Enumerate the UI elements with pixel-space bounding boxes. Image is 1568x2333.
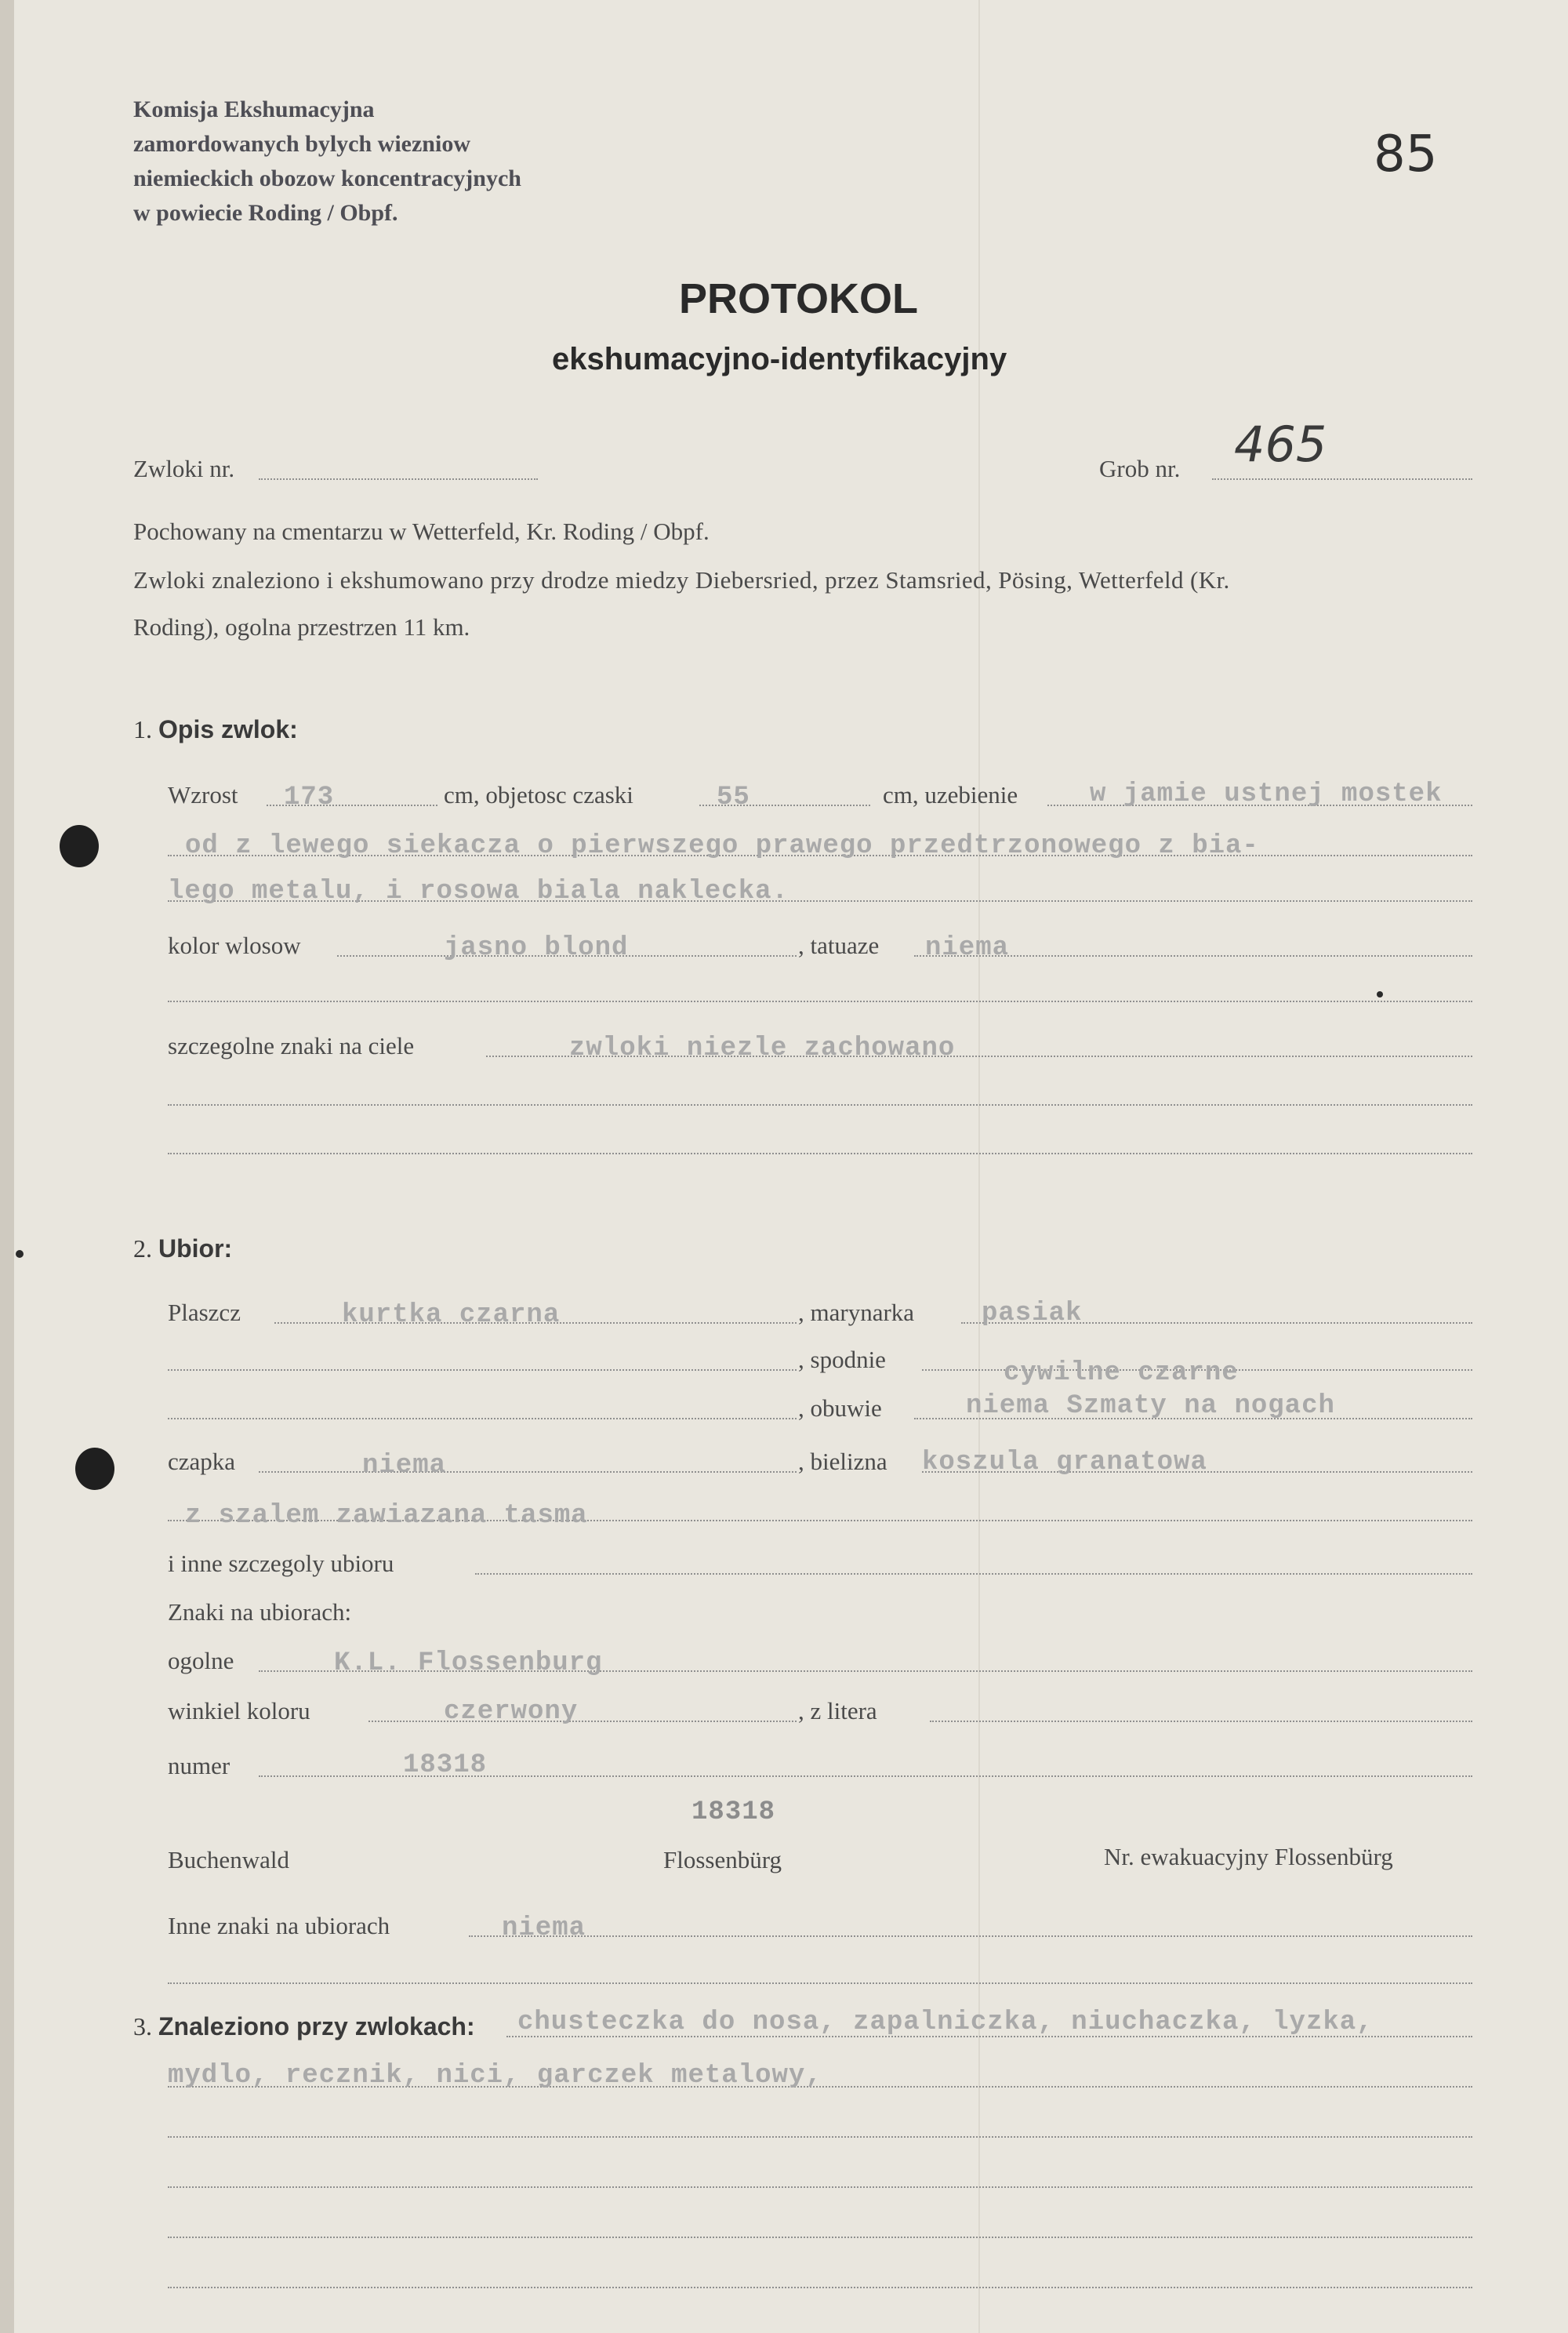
cm-objetosc-label: cm, objetosc czaski	[444, 781, 633, 809]
czapka-line	[259, 1471, 797, 1473]
tatuaze-label: , tatuaze	[798, 932, 880, 959]
blank-line	[168, 1369, 797, 1371]
section-1-heading: 1. Opis zwlok:	[133, 715, 298, 743]
ewakuacyjny-label: Nr. ewakuacyjny Flossenbürg	[1104, 1843, 1393, 1870]
wzrost-label: Wzrost	[168, 781, 238, 809]
blank-line	[168, 2136, 1472, 2138]
ogolne-label: ogolne	[168, 1647, 234, 1674]
header-line-2: zamordowanych bylych wiezniow	[133, 131, 470, 157]
blank-line	[168, 2186, 1472, 2188]
section-3-heading: 3. Znaleziono przy zwlokach:	[133, 2012, 475, 2040]
header-line-3: niemieckich obozow koncentracyjnych	[133, 165, 521, 191]
punch-hole-bottom	[75, 1448, 114, 1490]
plaszcz-value: kurtka czarna	[342, 1300, 561, 1330]
obuwie-value: niema Szmaty na nogach	[966, 1391, 1335, 1421]
grob-line	[1212, 478, 1472, 480]
szczegolne-znaki-label: szczegolne znaki na ciele	[168, 1032, 415, 1059]
pochowany-text: Pochowany na cmentarzu w Wetterfeld, Kr. Roding / Obpf.	[133, 518, 710, 545]
uzebienie-value-1: w jamie ustnej mostek	[1090, 779, 1443, 809]
numer-label: numer	[168, 1752, 230, 1779]
section-2-heading: 2. Ubior:	[133, 1234, 233, 1263]
czapka-label: czapka	[168, 1448, 236, 1475]
zwloki-label: Zwloki nr.	[133, 455, 235, 482]
blank-line	[168, 1153, 1472, 1154]
winkiel-value: czerwony	[444, 1697, 579, 1727]
blank-line	[168, 1982, 1472, 1984]
marynarka-label: , marynarka	[798, 1299, 915, 1326]
grob-label: Grob nr.	[1099, 455, 1181, 482]
ink-dot	[16, 1250, 24, 1258]
page-number: 85	[1374, 125, 1438, 184]
z-litera-line	[930, 1721, 1472, 1722]
z-litera-label: , z litera	[798, 1697, 877, 1724]
grob-value: 465	[1234, 416, 1327, 473]
spodnie-value: cywilne czarne	[1004, 1358, 1239, 1388]
header-line-4: w powiecie Roding / Obpf.	[133, 200, 398, 226]
buchenwald-label: Buchenwald	[168, 1846, 289, 1873]
bielizna-value: koszula granatowa	[922, 1448, 1207, 1477]
znaki-na-ubiorach-label: Znaki na ubiorach:	[168, 1598, 352, 1626]
inne-znaki-line	[469, 1935, 1472, 1937]
numer-value-flossenburg: 18318	[691, 1797, 776, 1827]
cm-uzebienie-label: cm, uzebienie	[883, 781, 1018, 809]
wzrost-value: 173	[284, 783, 335, 812]
inne-szczegoly-label: i inne szczegoly ubioru	[168, 1550, 394, 1577]
ink-dot	[1377, 991, 1383, 998]
spodnie-label: , spodnie	[798, 1346, 886, 1373]
page-left-edge	[0, 0, 14, 2333]
blank-line	[168, 2287, 1472, 2288]
blank-line	[168, 1418, 797, 1419]
czaska-value: 55	[717, 783, 750, 812]
winkiel-label: winkiel koloru	[168, 1697, 310, 1724]
bielizna-label: , bielizna	[798, 1448, 887, 1475]
header-line-1: Komisja Ekshumacyjna	[133, 96, 375, 122]
czapka-value: niema	[362, 1451, 447, 1481]
winkiel-line	[368, 1721, 797, 1722]
inne-znaki-value: niema	[502, 1913, 586, 1943]
obuwie-label: , obuwie	[798, 1394, 882, 1422]
znaleziono-line-1: Zwloki znaleziono i ekshumowano przy drodze miedzy Diebersried, przez Stamsried, Pösing, Wetterfeld (Kr.	[133, 566, 1230, 594]
znaki-value: zwloki niezle zachowano	[569, 1034, 956, 1063]
blank-line	[168, 1001, 1472, 1002]
extra-ubior-value: z szalem zawiazana tasma	[185, 1501, 588, 1531]
blank-line	[168, 2237, 1472, 2238]
marynarka-value: pasiak	[982, 1299, 1083, 1328]
flossenburg-label: Flossenbürg	[663, 1846, 782, 1873]
inne-szczegoly-line	[475, 1573, 1472, 1575]
punch-hole-top	[60, 825, 99, 867]
uzebienie-value-3: lego metalu, i rosowa biala naklecka.	[168, 877, 789, 907]
znaleziono-value-1: chusteczka do nosa, zapalniczka, niuchaczka, lyzka,	[517, 2008, 1374, 2037]
kolor-value: jasno blond	[444, 933, 629, 963]
document-subtitle: ekshumacyjno-identyfikacyjny	[552, 342, 1007, 376]
znaleziono-value-2: mydlo, recznik, nici, garczek metalowy,	[168, 2061, 822, 2091]
blank-line	[168, 1104, 1472, 1106]
document-title: PROTOKOL	[679, 275, 919, 322]
zwloki-line	[259, 478, 538, 480]
plaszcz-label: Plaszcz	[168, 1299, 241, 1326]
numer-value: 18318	[403, 1750, 488, 1780]
inne-znaki-label: Inne znaki na ubiorach	[168, 1912, 390, 1939]
uzebienie-value-2: od z lewego siekacza o pierwszego prawego przedtrzonowego z bia-	[185, 831, 1259, 861]
znaleziono-line-2: Roding), ogolna przestrzen 11 km.	[133, 613, 470, 641]
kolor-wlosow-label: kolor wlosow	[168, 932, 301, 959]
ogolne-value: K.L. Flossenburg	[334, 1648, 603, 1678]
tatuaze-value: niema	[925, 933, 1010, 963]
